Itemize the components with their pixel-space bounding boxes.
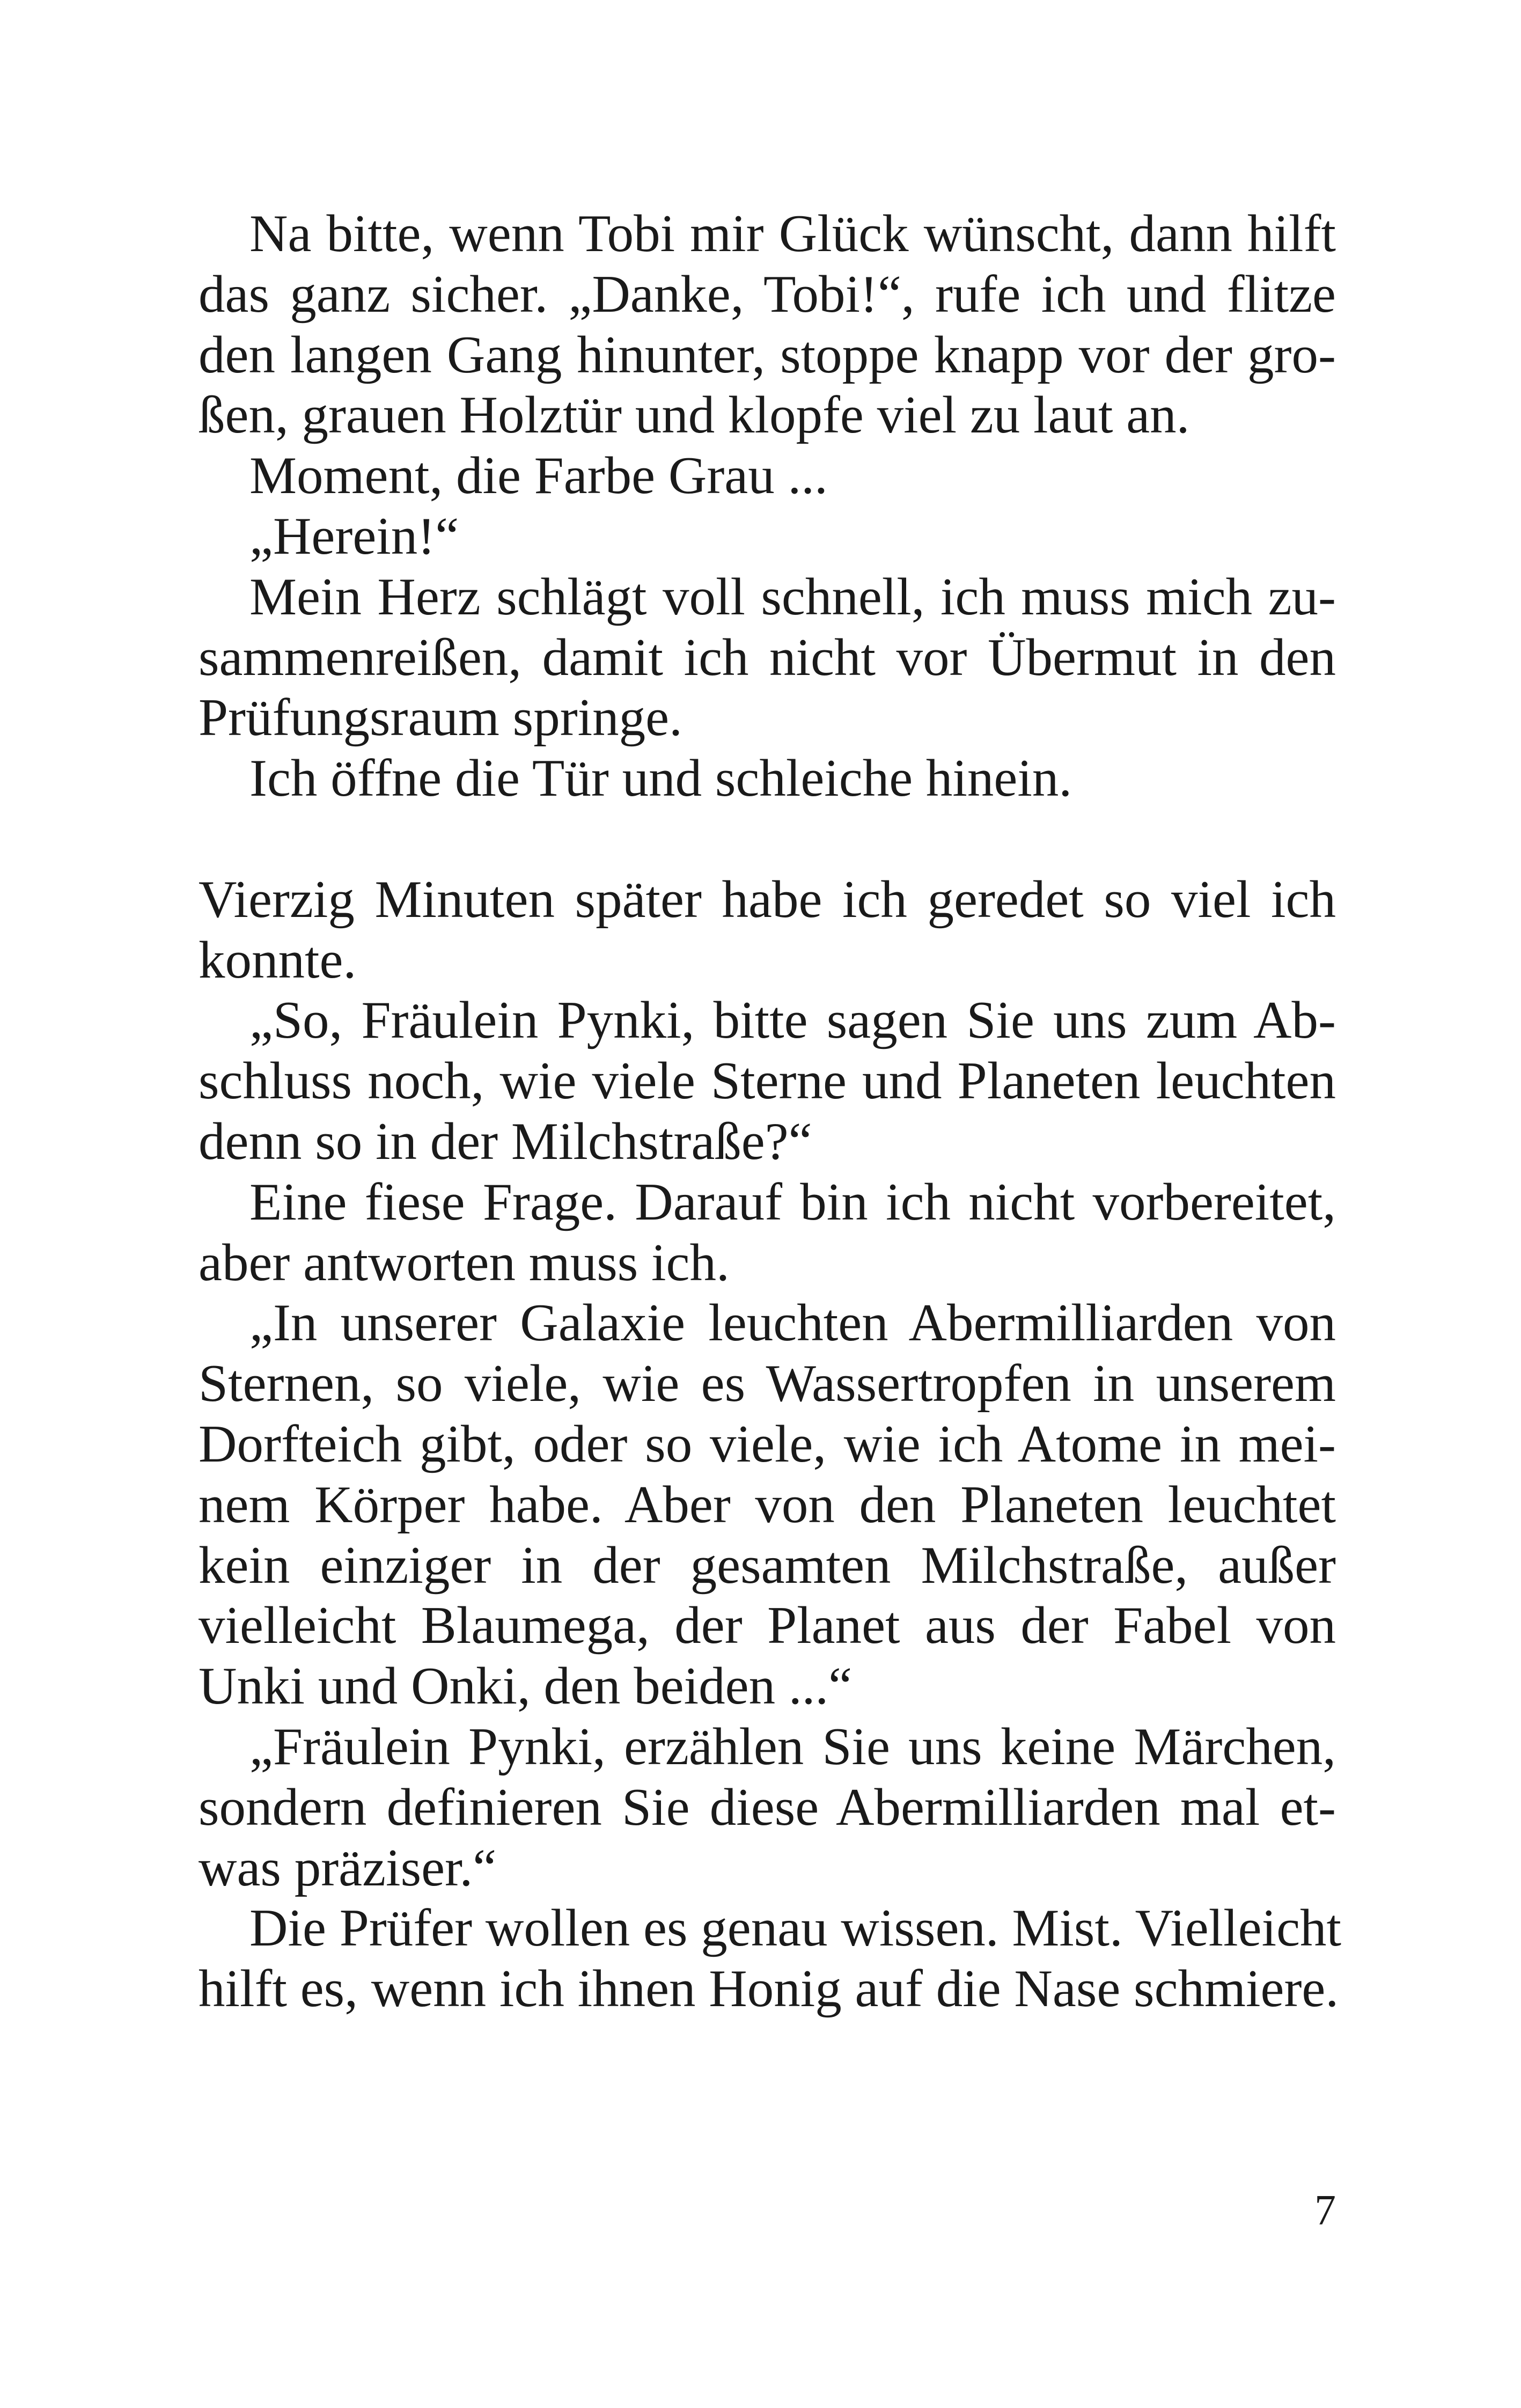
text-line: sondern definieren Sie diese Abermilliarden mal et- [199,1778,1336,1837]
text-line: hilft es, wenn ich ihnen Honig auf die Nase schmiere. [199,1959,1339,2018]
text-line: den langen Gang hinunter, stoppe knapp vor der gro- [199,325,1336,384]
text-line: „Herein!“ [249,506,459,566]
text-line: Die Prüfer wollen es genau wissen. Mist. Vielleicht [249,1899,1342,1958]
text-line: Dorfteich gibt, oder so viele, wie ich Atome in mei- [199,1414,1336,1473]
text-line: Eine fiese Frage. Darauf bin ich nicht vorbereitet, [249,1172,1336,1231]
text-line: Vierzig Minuten später habe ich geredet so viel ich [199,870,1336,929]
text-line: Na bitte, wenn Tobi mir Glück wünscht, dann hilft [249,204,1336,263]
text-line: kein einziger in der gesamten Milchstraße, außer [199,1536,1336,1595]
text-line: Moment, die Farbe Grau ... [249,446,828,505]
text-line: das ganz sicher. „Danke, Tobi!“, rufe ich und flitze [199,265,1336,324]
text-line: denn so in der Milchstraße?“ [199,1112,812,1171]
text-line: was präziser.“ [199,1838,497,1897]
text-line: Sternen, so viele, wie es Wassertropfen in unserem [199,1354,1336,1413]
text-line: sammenreißen, damit ich nicht vor Übermut in den [199,628,1336,687]
text-line: Unki und Onki, den beiden ...“ [199,1657,853,1716]
page-number: 7 [1314,2187,1336,2234]
text-line: Prüfungsraum springe. [199,688,682,747]
text-line: vielleicht Blaumega, der Planet aus der Fabel von [199,1596,1336,1655]
text-line: „So, Fräulein Pynki, bitte sagen Sie uns zum Ab- [249,991,1336,1050]
text-line: ßen, grauen Holztür und klopfe viel zu laut an. [199,386,1190,445]
text-line: nem Körper habe. Aber von den Planeten leuchtet [199,1475,1336,1534]
body-text [199,204,1342,2020]
text-line: „Fräulein Pynki, erzählen Sie uns keine Märchen, [249,1717,1336,1776]
text-line: aber antworten muss ich. [199,1233,730,1292]
text-line: „In unserer Galaxie leuchten Abermilliarden von [249,1294,1336,1353]
text-line: schluss noch, wie viele Sterne und Planeten leuchten [199,1052,1336,1111]
text-line: konnte. [199,930,357,989]
text-line: Ich öffne die Tür und schleiche hinein. [249,749,1072,808]
text-line: Mein Herz schlägt voll schnell, ich muss mich zu- [249,567,1336,626]
section-break [199,809,1336,870]
